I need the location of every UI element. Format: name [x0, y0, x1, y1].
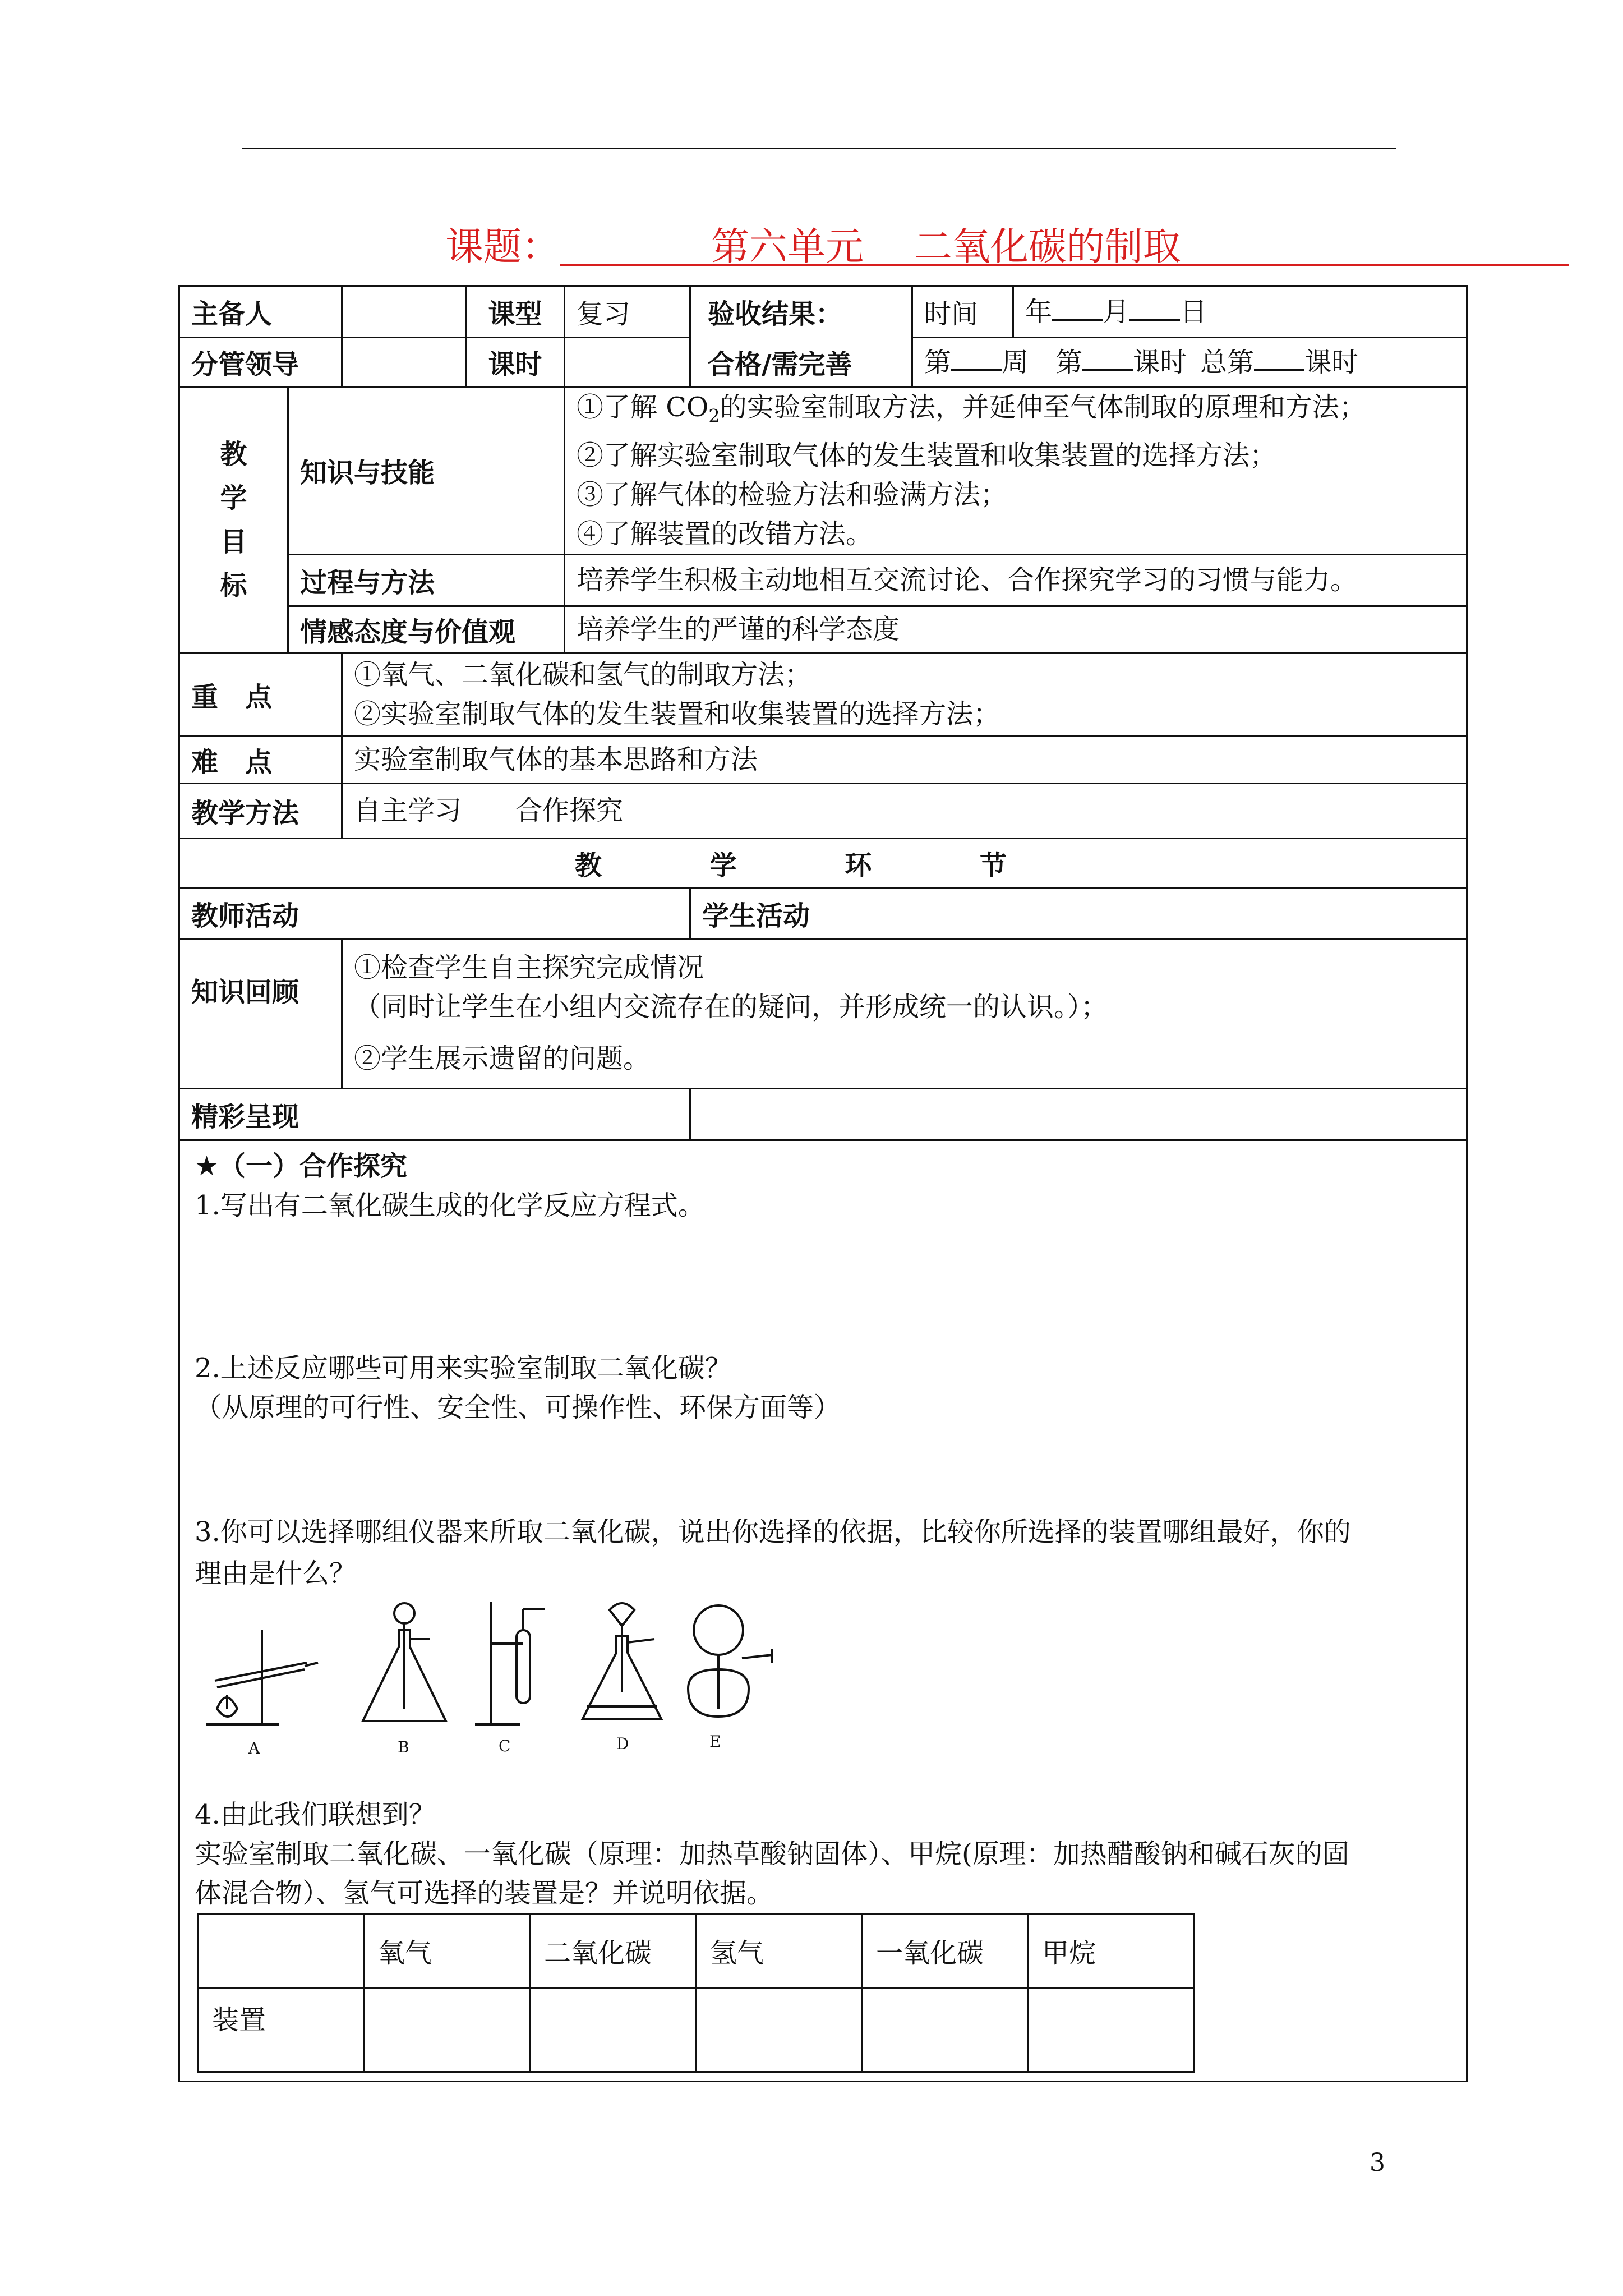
- process-text: 培养学生积极主动地相互交流讨论、合作探究学习的习惯与能力。: [565, 554, 1467, 606]
- period-suffix: 课时: [1133, 346, 1187, 378]
- question-2: 2.上述反应哪些可用来实验室制取二氧化碳？: [195, 1352, 732, 1384]
- question-4: 4.由此我们联想到？: [195, 1798, 436, 1830]
- hours-value: [565, 338, 690, 387]
- leader-value: [342, 338, 466, 387]
- knowledge-label: 知识与技能: [288, 387, 565, 555]
- gas-cell: [530, 1988, 696, 2072]
- gas-cell: [364, 1988, 530, 2072]
- date-cell: [1013, 286, 1467, 338]
- gas-apparatus-table: [197, 1913, 1195, 2073]
- total-blank: [1254, 346, 1304, 371]
- showcase-label: 精彩呈现: [179, 1088, 690, 1140]
- apparatus-c: [475, 1602, 545, 1755]
- section-char: 节: [979, 849, 1007, 881]
- knowledge-item: ④了解装置的改错方法。: [577, 518, 873, 550]
- keypoint-item: ②实验室制取气体的发生装置和收集装置的选择方法；: [354, 698, 1000, 730]
- gas-cell: [1028, 1988, 1194, 2072]
- date-year: 年: [1025, 296, 1053, 328]
- question-3-line2: 理由是什么？: [195, 1557, 357, 1589]
- goals-char: 学: [220, 482, 247, 514]
- knowledge-item: ①了解 $CO_2$的实验室制取方法，并延伸至气体制取的原理和方法；: [577, 392, 1366, 427]
- pass-label: 合格/需完善: [708, 349, 852, 380]
- gas-header-co2: 二氧化碳: [530, 1913, 696, 1988]
- goals-char: 标: [220, 569, 247, 601]
- explore-section: [179, 1140, 1467, 2081]
- month-blank: [1052, 295, 1103, 321]
- method-label: 教学方法: [179, 783, 342, 838]
- day-blank: [1129, 295, 1180, 321]
- difficulty-label: 难 点: [179, 736, 342, 783]
- check-label: 验收结果：: [708, 298, 843, 330]
- goals-char: 目: [220, 526, 247, 558]
- review-label: 知识回顾: [179, 939, 342, 1088]
- week-suffix: 周: [1002, 346, 1029, 378]
- date-month: 月: [1103, 296, 1130, 328]
- attitude-label: 情感态度与价值观: [288, 606, 565, 653]
- header-rule: [242, 148, 1396, 149]
- label-a: A: [248, 1738, 260, 1757]
- section-char: 学: [709, 849, 737, 881]
- section-header: [179, 838, 1467, 887]
- apparatus-figure: [195, 1596, 811, 1759]
- keypoint-item: ①氧气、二氧化碳和氢气的制取方法；: [354, 659, 812, 691]
- student-activity-label: 学生活动: [690, 887, 1467, 939]
- gas-header-oxygen: 氧气: [364, 1913, 530, 1988]
- question-2-note: （从原理的可行性、安全性、可操作性、环保方面等）: [195, 1391, 841, 1423]
- gas-cell: [862, 1988, 1028, 2072]
- goals-char: 教: [220, 438, 247, 470]
- question-1: 1.写出有二氧化碳生成的化学反应方程式。: [195, 1189, 705, 1221]
- lesson-plan-table: [178, 285, 1468, 2082]
- gas-header-hydrogen: 氢气: [696, 1913, 862, 1988]
- gas-header-co: 一氧化碳: [862, 1913, 1028, 1988]
- label-e: E: [709, 1732, 721, 1751]
- label-b: B: [398, 1737, 409, 1756]
- week-prefix: 第: [924, 346, 952, 378]
- attitude-text: 培养学生的严谨的科学态度: [565, 606, 1467, 653]
- review-line: ①检查学生自主探究完成情况: [354, 951, 704, 983]
- question-4-line2: 体混合物）、氢气可选择的装置是？并说明依据。: [195, 1877, 774, 1909]
- review-line: （同时让学生在小组内交流存在的疑问，并形成统一的认识。）；: [354, 991, 1108, 1023]
- hours-label: 课时: [466, 338, 565, 387]
- preparer-label: 主备人: [179, 286, 342, 338]
- review-line: ②学生展示遗留的问题。: [354, 1042, 651, 1074]
- total-suffix: 课时: [1304, 346, 1359, 378]
- knowledge-item: ②了解实验室制取气体的发生装置和收集装置的选择方法；: [577, 439, 1277, 471]
- total-prefix: 总第: [1200, 346, 1255, 378]
- gas-row-label: 装置: [198, 1988, 364, 2072]
- label-c: C: [499, 1736, 511, 1755]
- type-label: 课型: [466, 286, 565, 338]
- date-day: 日: [1180, 296, 1207, 328]
- period-blank: [1082, 346, 1133, 371]
- apparatus-b: [363, 1603, 446, 1756]
- time-label: 时间: [912, 286, 1013, 338]
- type-value: 复习: [565, 286, 690, 338]
- keypoints-items: [342, 653, 1467, 736]
- lesson-title: [178, 213, 1391, 269]
- period-prefix: 第: [1055, 346, 1083, 378]
- label-d: D: [616, 1734, 629, 1753]
- keypoints-label: 重 点: [179, 653, 342, 736]
- process-label: 过程与方法: [288, 554, 565, 606]
- apparatus-a: [206, 1630, 318, 1757]
- method-text: 自主学习 合作探究: [342, 783, 1467, 838]
- question-4-line1: 实验室制取二氧化碳、一氧化碳（原理：加热草酸钠固体）、甲烷(原理：加热醋酸钠和碱石灰的固: [195, 1838, 1349, 1870]
- title-label: 课题：: [445, 225, 560, 269]
- week-blank: [951, 346, 1002, 371]
- goals-label: [179, 387, 288, 654]
- teacher-activity-label: 教师活动: [179, 887, 690, 939]
- knowledge-items: [565, 387, 1467, 555]
- difficulty-text: 实验室制取气体的基本思路和方法: [342, 736, 1467, 783]
- section-char: 环: [845, 849, 872, 881]
- check-result-cell: [690, 286, 912, 387]
- gas-header-methane: 甲烷: [1028, 1913, 1194, 1988]
- showcase-student-cell: [690, 1088, 1467, 1140]
- apparatus-d: [583, 1603, 661, 1753]
- section-char: 教: [575, 849, 602, 881]
- preparer-value: [342, 286, 466, 338]
- title-text: 第六单元 二氧化碳的制取: [711, 225, 1181, 269]
- gas-cell: [696, 1988, 862, 2072]
- knowledge-item: ③了解气体的检验方法和验满方法；: [577, 478, 1008, 510]
- apparatus-e: [688, 1605, 772, 1751]
- week-period-cell: [912, 338, 1467, 387]
- gas-table-corner: [198, 1913, 364, 1988]
- question-3-line1: 3.你可以选择哪组仪器来所取二氧化碳，说出你选择的依据，比较你所选择的装置哪组最好，你的: [195, 1516, 1351, 1548]
- leader-label: 分管领导: [179, 338, 342, 387]
- explore-heading: ★（一）合作探究: [195, 1150, 408, 1182]
- review-content: [342, 939, 1467, 1088]
- page-number: 3: [1370, 2148, 1385, 2177]
